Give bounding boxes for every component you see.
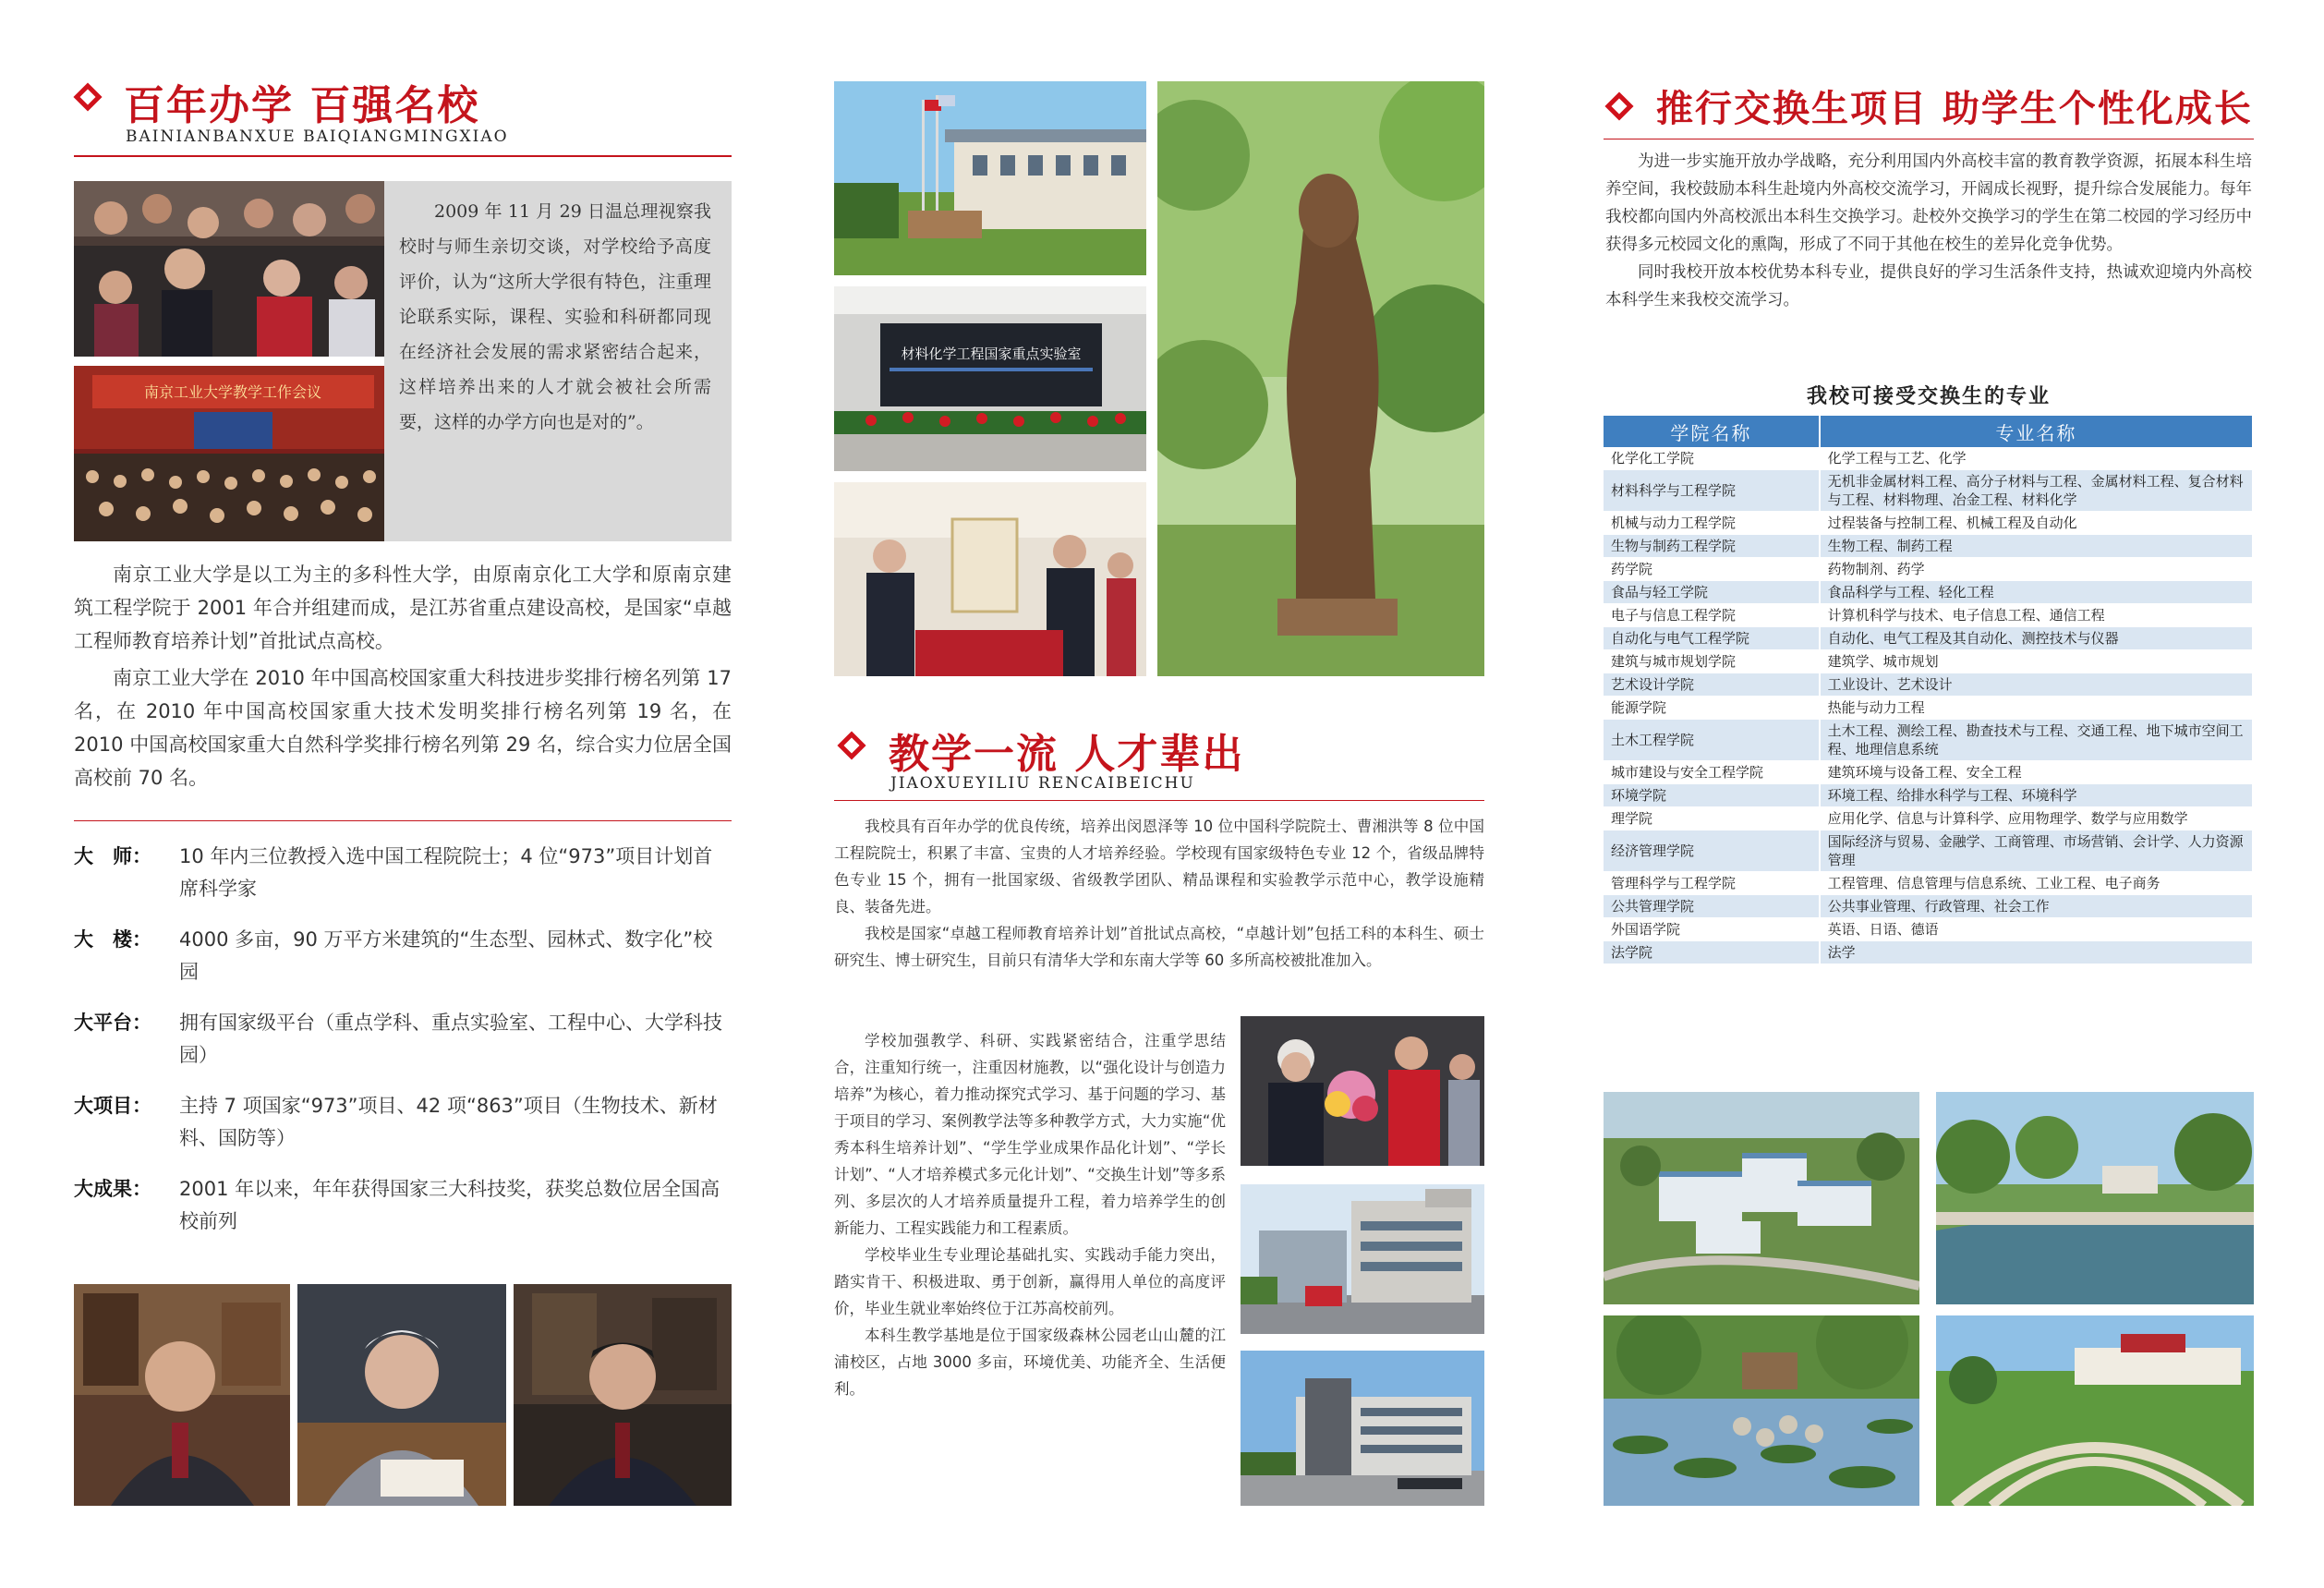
table-row [1604, 673, 2253, 697]
section3-title: 推行交换生项目 助学生个性化成长 [1656, 88, 2253, 130]
major-cell: 应用化学、信息与计算科学、应用物理学、数学与应用数学 [1820, 807, 2253, 830]
majors-table-header-row [1604, 416, 2253, 447]
major-cell: 计算机科学与技术、电子信息工程、通信工程 [1820, 604, 2253, 627]
major-cell: 工程管理、信息管理与信息系统、工业工程、电子商务 [1820, 872, 2253, 895]
major-cell: 热能与动力工程 [1820, 697, 2253, 720]
college-cell: 管理科学与工程学院 [1604, 872, 1820, 895]
majors-table-title: 我校可接受交换生的专业 [1806, 385, 2051, 408]
table-row [1604, 697, 2253, 720]
college-cell: 土木工程学院 [1604, 720, 1820, 761]
section2-paragraph-1: 我校具有百年办学的优良传统，培养出闵恩泽等 10 位中国科学院院士、曹湘洪等 8 位中国工程院院士，积累了丰富、宝贵的人才培养经验。学校现有国家级特色专业 12 个，省级品牌特色专业 15 个，拥有一批国家级、省级教学团队、精品课程和实验教学示范中心，教学设施精良、装备先进。 [834, 818, 1484, 915]
major-cell: 自动化、电气工程及其自动化、测控技术与仪器 [1820, 627, 2253, 650]
section2-subtitle: JIAOXUEYILIU RENCAIBEICHU [890, 774, 1195, 793]
highlight-value: 拥有国家级平台（重点学科、重点实验室、工程中心、大学科技园） [179, 1012, 722, 1066]
major-cell: 国际经济与贸易、金融学、工商管理、市场营销、会计学、人力资源管理 [1820, 830, 2253, 872]
section1-diamond-icon [73, 82, 102, 111]
majors-table [1604, 416, 2254, 964]
section3-paragraph-1: 为进一步实施开放办学战略，充分利用国内外高校丰富的教育教学资源，拓展本科生培养空间，我校鼓励本科生赴境内外高校交流学习，开阔成长视野，提升综合发展能力。每年我校都向国内外高校派出本科生交换学习。赴校外交换学习的学生在第二校园的学习经历中获得多元校园文化的熏陶，形成了不同于其他在校生的差异化竞争优势。 [1605, 152, 2252, 254]
section2-narrow-paragraph-2: 学校毕业生专业理论基础扎实、实践动手能力突出，踏实肯干、积极进取、勇于创新，赢得用人单位的高度评价，毕业生就业率始终位于江苏高校前列。 [834, 1246, 1226, 1317]
table-row [1604, 941, 2253, 964]
college-cell: 法学院 [1604, 941, 1820, 964]
college-cell: 化学化工学院 [1604, 447, 1820, 470]
highlights-rule [74, 820, 732, 821]
section3-body [1605, 148, 2252, 314]
college-cell: 艺术设计学院 [1604, 673, 1820, 697]
header-college: 学院名称 [1604, 416, 1820, 447]
table-row [1604, 784, 2253, 807]
section2-title: 教学一流 人才辈出 [889, 731, 1245, 778]
table-row [1604, 627, 2253, 650]
highlight-row-platforms [74, 1007, 732, 1072]
college-cell: 经济管理学院 [1604, 830, 1820, 872]
college-cell: 机械与动力工程学院 [1604, 512, 1820, 535]
table-row [1604, 807, 2253, 830]
college-cell: 生物与制药工程学院 [1604, 535, 1820, 558]
section3-paragraph-2: 同时我校开放本校优势本科专业，提供良好的学习生活条件支持，热诚欢迎境内外高校本科学生来我校交流学习。 [1605, 263, 2252, 309]
quote-text [399, 194, 711, 440]
table-row [1604, 761, 2253, 784]
quote-paragraph: 2009 年 11 月 29 日温总理视察我校时与师生亲切交谈，对学校给予高度评价，认为“这所大学很有特色，注重理论联系实际，课程、实验和科研都同现在经济社会发展的需求紧密结合起来，这样培养出来的人才就会被社会所需要，这样的办学方向也是对的”。 [399, 201, 711, 432]
photo-flowers-ceremony [1241, 1016, 1484, 1166]
highlight-value: 2001 年以来，年年获得国家三大科技奖，获奖总数位居全国高校前列 [179, 1178, 720, 1232]
highlight-row-achievements [74, 1173, 732, 1238]
lab-sign-text: 材料化学工程国家重点实验室 [901, 345, 1082, 362]
photo-lotus-pond [1604, 1315, 1919, 1506]
highlight-value: 10 年内三位教授入选中国工程院院士；4 位“973”项目计划首席科学家 [179, 845, 713, 900]
photo-teaching-building [1241, 1351, 1484, 1506]
highlight-key: 大成果： [74, 1178, 151, 1200]
highlight-value: 4000 多亩，90 万平方米建筑的“生态型、园林式、数字化”校园 [179, 928, 713, 983]
college-cell: 环境学院 [1604, 784, 1820, 807]
section1-paragraph-1: 南京工业大学是以工为主的多科性大学，由原南京化工大学和原南京建筑工程学院于 2001 年合并组建而成，是江苏省重点建设高校，是国家“卓越工程师教育培养计划”首批试点高校。 [74, 564, 732, 652]
section2-rule [834, 800, 1484, 801]
highlight-row-buildings [74, 924, 732, 988]
portrait-academician-1 [74, 1284, 290, 1506]
major-cell: 建筑环境与设备工程、安全工程 [1820, 761, 2253, 784]
section2-body [834, 813, 1484, 974]
photo-campus-aerial [1604, 1092, 1919, 1304]
major-cell: 法学 [1820, 941, 2253, 964]
photo-state-key-lab [834, 286, 1146, 471]
section1-body [74, 558, 732, 794]
section1-subtitle: BAINIANBANXUE BAIQIANGMINGXIAO [126, 127, 509, 146]
college-cell: 自动化与电气工程学院 [1604, 627, 1820, 650]
table-row [1604, 581, 2253, 604]
photo-campus-canal [1936, 1092, 2254, 1304]
highlight-row-masters [74, 841, 732, 905]
table-row [1604, 830, 2253, 872]
major-cell: 药物制剂、药学 [1820, 558, 2253, 581]
photo-modern-building [1241, 1184, 1484, 1334]
table-row [1604, 512, 2253, 535]
highlight-key: 大平台： [74, 1012, 151, 1034]
major-cell: 过程装备与控制工程、机械工程及自动化 [1820, 512, 2253, 535]
section1-paragraph-2: 南京工业大学在 2010 年中国高校国家重大科技进步奖排行榜名列第 17 名，在 2010 年中国高校国家重大技术发明奖排行榜名列第 19 名，在 2010 中国高校国家重大自然科学奖排行榜名列第 29 名，综合实力位居全国高校前 70 名。 [74, 667, 732, 789]
section2-paragraph-2: 我校是国家“卓越工程师教育培养计划”首批试点高校，“卓越计划”包括工科的本科生、硕士研究生、博士研究生，目前只有清华大学和东南大学等 60 多所高校被批准加入。 [834, 925, 1484, 969]
highlight-key: 大项目： [74, 1095, 151, 1117]
table-row [1604, 470, 2253, 512]
section2-diamond-icon [837, 731, 865, 759]
major-cell: 生物工程、制药工程 [1820, 535, 2253, 558]
college-cell: 公共管理学院 [1604, 895, 1820, 918]
major-cell: 食品科学与工程、轻化工程 [1820, 581, 2253, 604]
photo-amphitheater [1936, 1315, 2254, 1506]
photo-statue [1157, 81, 1484, 676]
highlight-row-projects [74, 1090, 732, 1155]
college-cell: 城市建设与安全工程学院 [1604, 761, 1820, 784]
section2-narrow-paragraph-3: 本科生教学基地是位于国家级森林公园老山山麓的江浦校区，占地 3000 多亩，环境优美、功能齐全、生活便利。 [834, 1327, 1226, 1398]
table-row [1604, 720, 2253, 761]
table-row [1604, 558, 2253, 581]
photo-premier-visit [74, 181, 393, 357]
college-cell: 建筑与城市规划学院 [1604, 650, 1820, 673]
college-cell: 外国语学院 [1604, 918, 1820, 941]
photo-conference-hall [74, 366, 393, 541]
table-row [1604, 535, 2253, 558]
major-cell: 公共事业管理、行政管理、社会工作 [1820, 895, 2253, 918]
section2-narrow-paragraph-1: 学校加强教学、科研、实践紧密结合，注重学思结合，注重知行统一，注重因材施教，以“强化设计与创造力培养”为核心，着力推动探究式学习、基于问题的学习、基于项目的学习、案例教学法等多种教学方式，大力实施“优秀本科生培养计划”、“学生学业成果作品化计划”、“学长计划”、“人才培养模式多元化计划”、“交换生计划”等多系列、多层次的人才培养质量提升工程，着力培养学生的创新能力、工程实践能力和工程素质。 [834, 1032, 1226, 1237]
photo-campus-building-flags [834, 81, 1146, 275]
major-cell: 化学工程与工艺、化学 [1820, 447, 2253, 470]
major-cell: 建筑学、城市规划 [1820, 650, 2253, 673]
portrait-academician-2 [297, 1284, 506, 1506]
header-major: 专业名称 [1820, 416, 2253, 447]
major-cell: 工业设计、艺术设计 [1820, 673, 2253, 697]
highlight-key: 大 楼： [74, 928, 151, 951]
table-row [1604, 650, 2253, 673]
highlight-value: 主持 7 项国家“973”项目、42 项“863”项目（生物技术、新材料、国防等） [179, 1095, 718, 1149]
section1-rule [74, 155, 732, 157]
section3-diamond-icon [1604, 91, 1633, 120]
section2-narrow-body [834, 1027, 1226, 1402]
table-row [1604, 895, 2253, 918]
college-cell: 食品与轻工学院 [1604, 581, 1820, 604]
photo-plaque-unveiling [834, 482, 1146, 676]
section1-title: 百年办学 百强名校 [124, 82, 480, 129]
college-cell: 药学院 [1604, 558, 1820, 581]
college-cell: 理学院 [1604, 807, 1820, 830]
college-cell: 能源学院 [1604, 697, 1820, 720]
college-cell: 电子与信息工程学院 [1604, 604, 1820, 627]
major-cell: 土木工程、测绘工程、勘查技术与工程、交通工程、地下城市空间工程、地理信息系统 [1820, 720, 2253, 761]
major-cell: 无机非金属材料工程、高分子材料与工程、金属材料工程、复合材料与工程、材料物理、冶金工程、材料化学 [1820, 470, 2253, 512]
portrait-academician-3 [514, 1284, 732, 1506]
table-row [1604, 918, 2253, 941]
highlight-key: 大 师： [74, 845, 151, 867]
major-cell: 英语、日语、德语 [1820, 918, 2253, 941]
table-row [1604, 872, 2253, 895]
major-cell: 环境工程、给排水科学与工程、环境科学 [1820, 784, 2253, 807]
banner-text: 南京工业大学教学工作会议 [143, 383, 322, 401]
college-cell: 材料科学与工程学院 [1604, 470, 1820, 512]
table-row [1604, 447, 2253, 470]
table-row [1604, 604, 2253, 627]
